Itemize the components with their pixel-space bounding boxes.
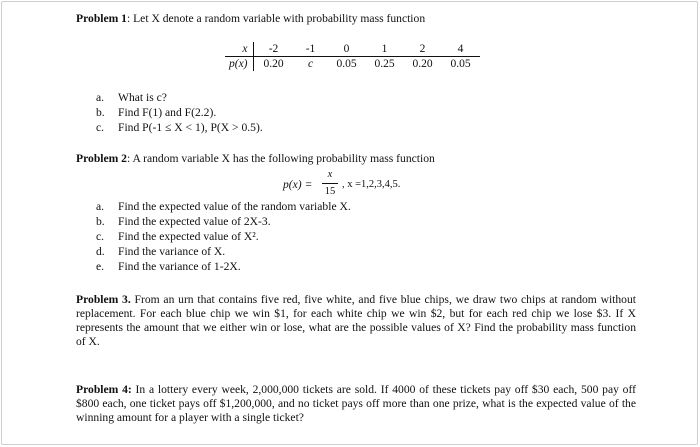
- problem-1-question-b: b. Find F(1) and F(2.2).: [96, 106, 217, 119]
- problem-2-question-d: d. Find the variance of X.: [96, 245, 226, 258]
- problem-4: [76, 383, 636, 425]
- problem-2-intro: : A random variable X has the following probability mass function: [126, 152, 435, 165]
- pmf-header-p: p(x): [225, 57, 253, 72]
- pmf-p-cell: 0.20: [263, 58, 284, 70]
- pmf-x-cell: 4: [442, 42, 480, 57]
- problem-2-question-b: b. Find the expected value of 2X-3.: [96, 215, 271, 228]
- pmf-p-cell: 0.05: [450, 58, 471, 70]
- problem-4-text: In a lottery every week, 2,000,000 tickets are sold. If 4000 of these tickets pay off $30 each, 500 pay off $800 each, one ticket pays off $1,200,000, and no ticket pays off more than one prize, what is the expected value of the winning amount for a player with a single ticket?: [76, 383, 636, 424]
- pmf-p-cell: c: [307, 58, 314, 70]
- problem-1-statement: [76, 12, 425, 26]
- formula-denominator: 15: [324, 186, 336, 197]
- pmf-x-cell: 2: [404, 42, 442, 57]
- problem-2-question-e: e. Find the variance of 1-2X.: [96, 260, 241, 273]
- pmf-p-cell: 0.25: [374, 58, 395, 70]
- formula-domain: , x =1,2,3,4,5.: [342, 179, 401, 190]
- pmf-table: [225, 42, 480, 71]
- problem-2-question-a: a. Find the expected value of the random variable X.: [96, 200, 351, 213]
- problem-1-heading: Problem 1: [76, 12, 127, 25]
- pmf-x-cell: 0: [328, 42, 366, 57]
- formula-lhs: p(x) =: [283, 178, 313, 191]
- pmf-x-cell: 1: [366, 42, 404, 57]
- pmf-p-cell: 0.20: [412, 58, 433, 70]
- problem-2-heading: Problem 2: [76, 152, 127, 165]
- problem-3-heading: Problem 3.: [76, 293, 131, 306]
- pmf-x-cell: -2: [253, 42, 294, 57]
- problem-3: [76, 293, 636, 349]
- problem-2-statement: [76, 152, 435, 166]
- pmf-p-cell: 0.05: [336, 58, 357, 70]
- pmf-x-cell: -1: [294, 42, 328, 57]
- problem-1-question-c: c. Find P(-1 ≤ X < 1), P(X > 0.5).: [96, 121, 263, 134]
- problem-1-question-a: a. What is c?: [96, 91, 167, 104]
- pmf-row-p: [225, 57, 480, 72]
- formula-numerator: x: [327, 169, 333, 180]
- pmf-row-x: [225, 42, 480, 57]
- problem-4-heading: Problem 4:: [76, 383, 132, 396]
- pmf-header-x: x: [225, 42, 253, 57]
- fraction-bar: [322, 183, 338, 184]
- problem-2-question-c: c. Find the expected value of X².: [96, 230, 259, 243]
- problem-3-text: From an urn that contains five red, five white, and five blue chips, we draw two chips at random without replacement. For each blue chip we win $1, for each white chip we win $2, but for each red chip we lose $3. If X represents the amount that we either win or lose, what are the possible values of X? Find the probability mass function of X.: [76, 293, 637, 348]
- problem-1-intro: : Let X denote a random variable with probability mass function: [126, 12, 426, 25]
